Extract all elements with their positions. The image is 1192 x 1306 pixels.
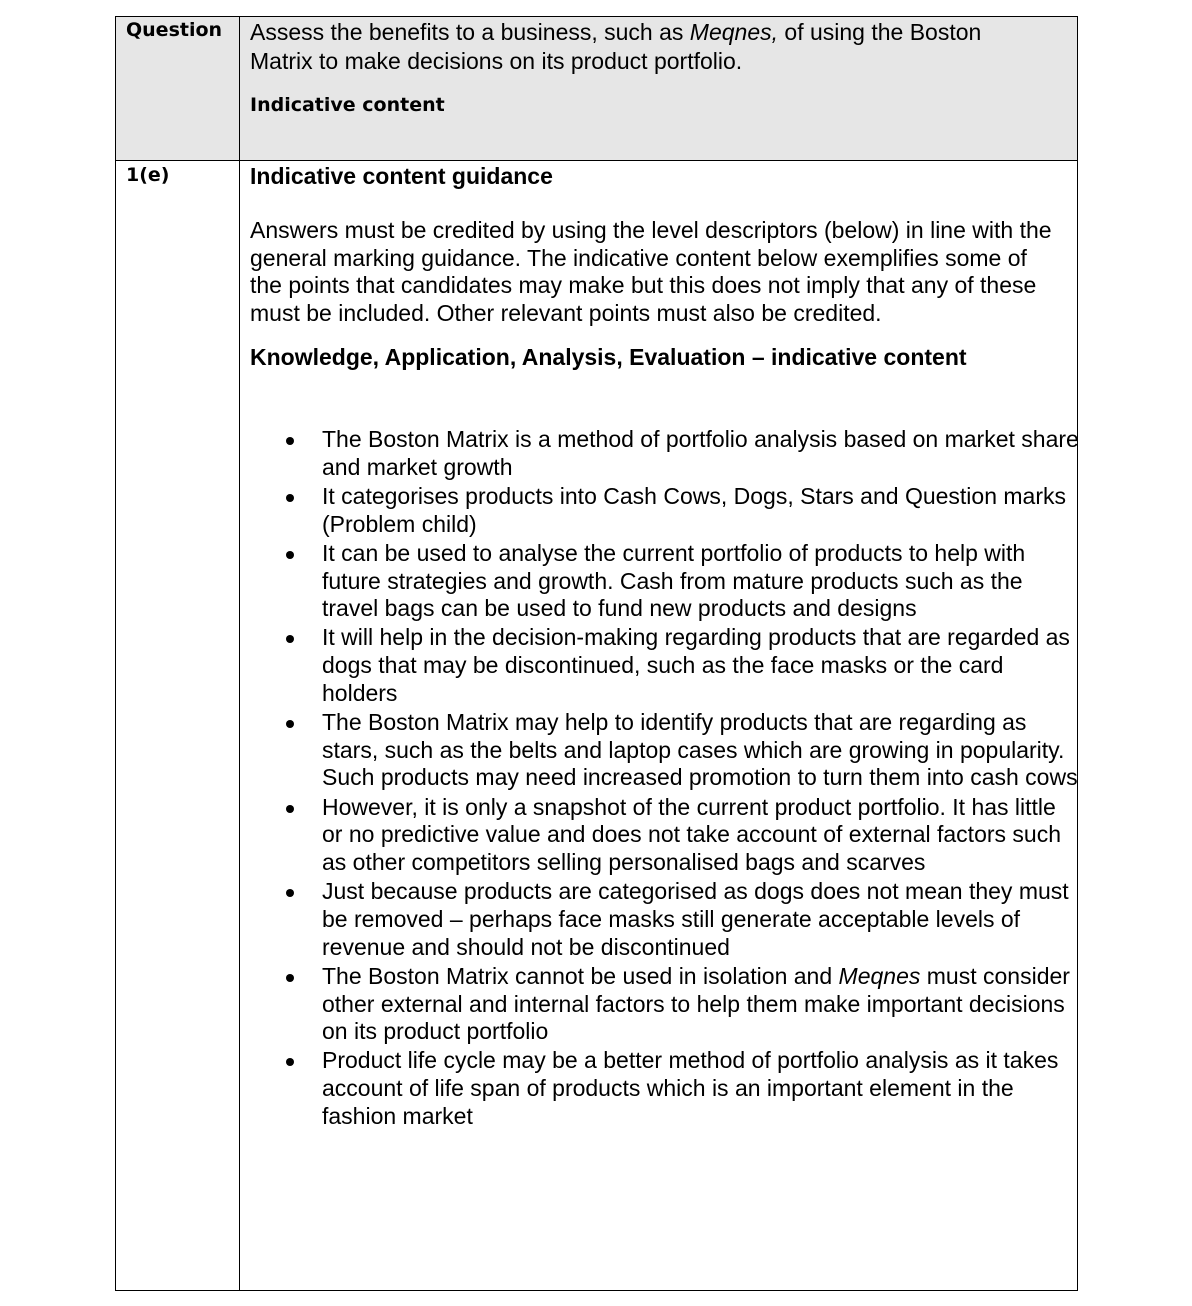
bullet-icon bbox=[286, 635, 294, 643]
list-item bbox=[250, 963, 1080, 1046]
section-heading: Knowledge, Application, Analysis, Evaluation – indicative content bbox=[250, 344, 967, 370]
list-item-text: must consider other external and internal factors to help them make important decisions on its product portfolio bbox=[322, 962, 1070, 1045]
company-name: Meqnes, bbox=[689, 19, 779, 45]
guidance-paragraph: Answers must be credited by using the level descriptors (below) in line with the general marking guidance. The indicative content below exemplifies some of the points that candidates may make but this does not imply that any of these must be included. Other relevant points must also be credited. bbox=[250, 217, 1052, 327]
column-divider bbox=[239, 17, 240, 1290]
list-item-text: Just because products are categorised as dogs does not mean they must be removed – perhaps face masks still generate acceptable levels of revenue and should not be discontinued bbox=[322, 878, 1069, 960]
bullet-icon bbox=[286, 720, 294, 728]
question-number: 1(e) bbox=[126, 164, 170, 186]
list-item-text: The Boston Matrix cannot be used in isolation and bbox=[322, 962, 839, 989]
question-text-part: of using the Boston Matrix to make decisions on its product portfolio. bbox=[250, 19, 982, 74]
list-item bbox=[250, 483, 1080, 538]
list-item bbox=[250, 624, 1080, 707]
bullet-icon bbox=[286, 437, 294, 445]
guidance-title: Indicative content guidance bbox=[250, 163, 553, 189]
list-item-text: The Boston Matrix may help to identify products that are regarding as stars, such as the belts and laptop cases which are growing in popularity. Such products may need increased promotion to turn them into cash cows bbox=[322, 709, 1078, 791]
question-header-row bbox=[116, 17, 1077, 161]
bullet-icon bbox=[286, 805, 294, 813]
list-item bbox=[250, 426, 1080, 481]
question-label: Question bbox=[126, 19, 223, 41]
indicative-content-list bbox=[250, 426, 1080, 1132]
list-item bbox=[250, 794, 1080, 877]
question-text bbox=[250, 18, 1050, 76]
indicative-content-subheading: Indicative content bbox=[250, 94, 445, 116]
bullet-icon bbox=[286, 889, 294, 897]
bullet-icon bbox=[286, 551, 294, 559]
list-item bbox=[250, 878, 1080, 961]
list-item-text: Product life cycle may be a better method of portfolio analysis as it takes account of life span of products which is an important element in the fashion market bbox=[322, 1047, 1059, 1129]
list-item bbox=[250, 540, 1080, 623]
list-item-text: However, it is only a snapshot of the current product portfolio. It has little or no predictive value and does not take account of external factors such as other competitors selling personalised bags and scarves bbox=[322, 793, 1061, 876]
list-item-text: The Boston Matrix is a method of portfolio analysis based on market share and market growth bbox=[322, 426, 1079, 480]
list-item-text: It categorises products into Cash Cows, Dogs, Stars and Question marks (Problem child) bbox=[322, 482, 1066, 537]
list-item bbox=[250, 1047, 1080, 1130]
list-item-text: It will help in the decision-making regarding products that are regarded as dogs that may be discontinued, such as the face masks or the card holders bbox=[322, 624, 1070, 706]
bullet-icon bbox=[286, 974, 294, 982]
bullet-icon bbox=[286, 494, 294, 502]
mark-scheme-table bbox=[115, 16, 1078, 1291]
company-name: Meqnes bbox=[838, 962, 921, 989]
list-item-text: It can be used to analyse the current portfolio of products to help with future strategies and growth. Cash from mature products such as the travel bags can be used to fund new products and designs bbox=[322, 539, 1026, 622]
bullet-icon bbox=[286, 1058, 294, 1066]
list-item bbox=[250, 709, 1080, 792]
question-text-part: Assess the benefits to a business, such as bbox=[250, 19, 690, 45]
